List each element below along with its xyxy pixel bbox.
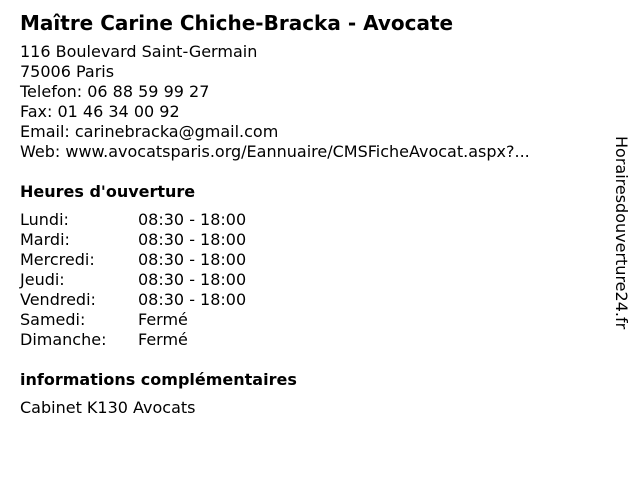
hours-day: Jeudi: — [20, 270, 65, 289]
contact-block — [20, 42, 600, 162]
hours-row-sunday — [20, 330, 600, 350]
hours-row-monday — [20, 210, 600, 230]
hours-heading: Heures d'ouverture — [20, 182, 196, 201]
hours-day: Mardi: — [20, 230, 70, 249]
extra-info-text: Cabinet K130 Avocats — [20, 398, 196, 417]
hours-day: Mercredi: — [20, 250, 95, 269]
page-title: Maître Carine Chiche-Bracka - Avocate — [20, 11, 454, 35]
hours-time: 08:30 - 18:00 — [138, 250, 247, 269]
hours-row-wednesday — [20, 250, 600, 270]
hours-row-thursday — [20, 270, 600, 290]
website-url: Web: www.avocatsparis.org/Eannuaire/CMSFicheAvocat.aspx?... — [20, 142, 530, 161]
hours-day: Dimanche: — [20, 330, 107, 349]
address-city: 75006 Paris — [20, 62, 115, 81]
hours-row-saturday — [20, 310, 600, 330]
hours-day: Lundi: — [20, 210, 69, 229]
hours-time: 08:30 - 18:00 — [138, 230, 247, 249]
hours-row-tuesday — [20, 230, 600, 250]
fax-number: Fax: 01 46 34 00 92 — [20, 102, 180, 121]
business-card — [20, 10, 600, 418]
hours-time: 08:30 - 18:00 — [138, 210, 247, 229]
site-watermark: Horairesdouverture24.fr — [612, 136, 631, 330]
hours-day: Vendredi: — [20, 290, 96, 309]
hours-time: Fermé — [138, 330, 188, 349]
hours-day: Samedi: — [20, 310, 86, 329]
phone-number: Telefon: 06 88 59 99 27 — [20, 82, 210, 101]
hours-row-friday — [20, 290, 600, 310]
hours-time: 08:30 - 18:00 — [138, 290, 247, 309]
hours-table — [20, 210, 600, 350]
extra-info-heading: informations complémentaires — [20, 370, 297, 389]
hours-time: Fermé — [138, 310, 188, 329]
address-street: 116 Boulevard Saint-Germain — [20, 42, 258, 61]
email-address: Email: carinebracka@gmail.com — [20, 122, 279, 141]
hours-time: 08:30 - 18:00 — [138, 270, 247, 289]
